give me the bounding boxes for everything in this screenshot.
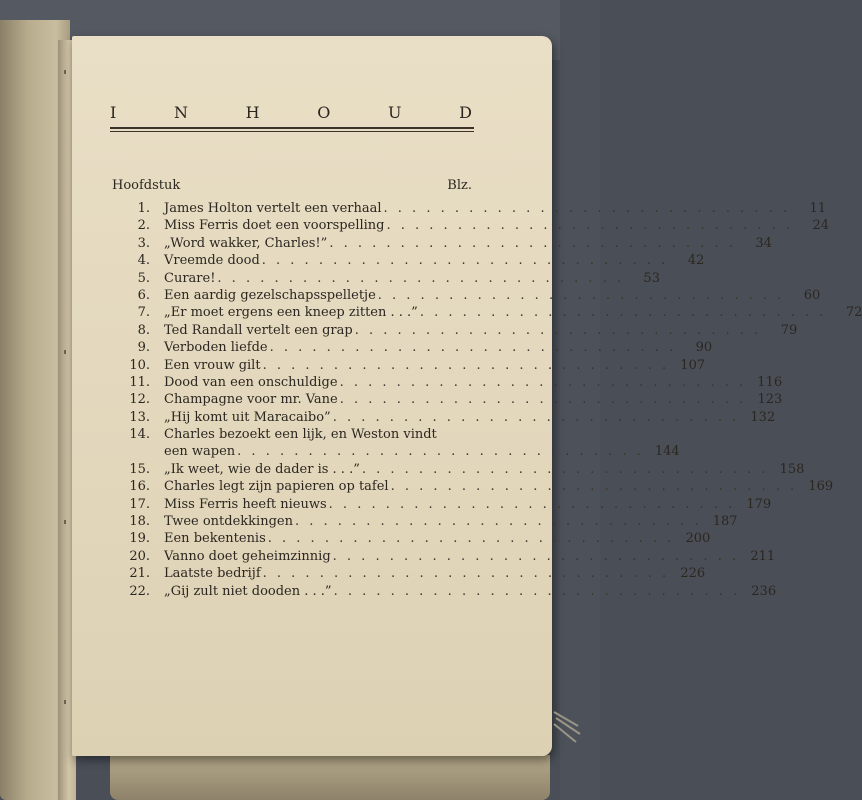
chapter-title: „Er moet ergens een kneep zitten . . .”: [164, 305, 418, 321]
chapter-title-continued: een wapen: [164, 444, 236, 460]
toc-entry: [112, 565, 706, 582]
toc-entry: [112, 461, 805, 478]
chapter-number: 10.: [129, 357, 150, 373]
chapter-title: Champagne voor mr. Vane: [164, 392, 338, 408]
chapter-entry: [164, 200, 792, 217]
toc-entry: [112, 530, 711, 547]
leader-dots: . . . . . . . . . . . . . . . . . . . . . . . . . . . . .: [390, 479, 798, 495]
page-number: 187: [712, 514, 738, 530]
chapter-number: 21.: [129, 566, 150, 582]
page-number: 200: [685, 531, 711, 547]
leader-dots: . . . . . . . . . . . . . . . . . . . . . . . . . . . . .: [261, 253, 669, 269]
binding-stitch: [64, 520, 66, 524]
chapter-number: 17.: [129, 496, 150, 512]
chapter-title: Een vrouw gilt: [164, 357, 261, 373]
chapter-number: 16.: [129, 479, 150, 495]
toc-entry: [112, 322, 798, 339]
chapter-title: Charles legt zijn papieren op tafel: [164, 479, 389, 495]
chapter-column-label: Hoofdstuk: [112, 178, 181, 193]
chapter-number: 14.: [129, 427, 150, 443]
page-stack-edge: [110, 755, 550, 800]
chapter-entry: [164, 287, 786, 304]
toc-entry: [112, 287, 821, 304]
chapter-entry: [164, 583, 742, 600]
chapter-title: Vanno doet geheimzinnig: [164, 548, 331, 564]
chapter-number: 15.: [129, 461, 150, 477]
chapter-title: Dood van een onschuldige: [164, 374, 338, 390]
chapter-number: 13.: [129, 409, 150, 425]
page-column-label: Blz.: [447, 178, 472, 193]
page-number: 79: [780, 322, 798, 338]
chapter-title: Miss Ferris heeft nieuws: [164, 496, 327, 512]
leader-dots: . . . . . . . . . . . . . . . . . . . . . . . . . . . . .: [354, 322, 762, 338]
chapter-title: Vreemde dood: [164, 253, 260, 269]
toc-entry: [112, 200, 827, 217]
chapter-entry: [164, 409, 741, 426]
leader-dots: . . . . . . . . . . . . . . . . . . . . . . . . . . . . .: [332, 409, 740, 425]
page-number: 123: [757, 392, 783, 408]
binding-stitch: [64, 700, 66, 704]
chapter-entry: [164, 357, 671, 374]
chapter-entry: [164, 322, 763, 339]
page-number: 211: [750, 548, 776, 564]
chapter-title: Curare!: [164, 270, 216, 286]
chapter-entry: [164, 548, 741, 565]
leader-dots: . . . . . . . . . . . . . . . . . . . . . . . . . . . . .: [269, 340, 677, 356]
chapter-title: Charles bezoekt een lijk, en Weston vindt: [164, 427, 437, 443]
leader-dots: . . . . . . . . . . . . . . . . . . . . . . . . . . . . .: [262, 566, 670, 582]
page-number: 72: [845, 305, 862, 321]
toc-entry: [112, 339, 713, 356]
chapter-number: 6.: [137, 287, 150, 303]
toc-entry: [112, 252, 705, 269]
chapter-number: 4.: [137, 253, 150, 269]
leader-dots: . . . . . . . . . . . . . . . . . . . . . . . . . . . . .: [339, 392, 747, 408]
chapter-title: Miss Ferris doet een voorspelling: [164, 218, 385, 234]
chapter-title: Ted Randall vertelt een grap: [164, 322, 353, 338]
leader-dots: . . . . . . . . . . . . . . . . . . . . . . . . . . . . .: [267, 531, 675, 547]
page-number: 226: [680, 566, 706, 582]
title-letter: D: [459, 102, 472, 122]
leader-dots: . . . . . . . . . . . . . . . . . . . . . . . . . . . . .: [329, 235, 736, 251]
page-number: 236: [751, 583, 777, 599]
page-number: 34: [755, 235, 772, 251]
toc-entry: [112, 357, 706, 374]
chapter-number: 9.: [137, 340, 150, 356]
chapter-entry: [164, 391, 748, 408]
toc-entry: [112, 513, 738, 530]
title-letter: H: [245, 102, 260, 122]
page-number: 42: [687, 253, 705, 269]
toc-entry: [112, 217, 830, 234]
page-number: 24: [812, 218, 830, 234]
chapter-number: 8.: [137, 322, 150, 338]
toc-entry: [112, 391, 783, 408]
leader-dots: . . . . . . . . . . . . . . . . . . . . . . . . . . . . .: [339, 374, 747, 390]
leader-dots: . . . . . . . . . . . . . . . . . . . . . . . . . . . . .: [377, 287, 785, 303]
leader-dots: . . . . . . . . . . . . . . . . . . . . . . . . . . . . .: [386, 218, 794, 234]
chapter-entry: [164, 304, 828, 321]
toc-entry: [112, 374, 783, 391]
chapter-number: 7.: [137, 305, 150, 321]
title-letter: N: [173, 102, 188, 122]
page-title: [110, 100, 472, 124]
chapter-title: Een bekentenis: [164, 531, 266, 547]
chapter-number: 3.: [137, 235, 150, 251]
chapter-number: 2.: [137, 218, 150, 234]
leader-dots: . . . . . . . . . . . . . . . . . . . . . . . . . . . . .: [419, 305, 827, 321]
leader-dots: . . . . . . . . . . . . . . . . . . . . . . . . . . . . .: [328, 496, 736, 512]
chapter-title: „Word wakker, Charles!”: [164, 235, 328, 251]
chapter-entry: [164, 461, 770, 478]
chapter-number: 19.: [129, 531, 150, 547]
chapter-title: Laatste bedrijf: [164, 566, 261, 582]
chapter-entry: [164, 478, 799, 495]
chapter-number: 20.: [129, 548, 150, 564]
title-letter: I: [110, 102, 117, 122]
page-number: 11: [809, 201, 827, 216]
chapter-entry: [164, 252, 670, 269]
chapter-entry: [164, 270, 626, 287]
leader-dots: . . . . . . . . . . . . . . . . . . . . . . . . . . . . .: [237, 444, 644, 460]
toc-entry: [112, 496, 772, 513]
chapter-entry: [164, 565, 671, 582]
chapter-entry: [164, 513, 704, 530]
leader-dots: . . . . . . . . . . . . . . . . . . . . . . . . . . . . .: [217, 270, 624, 286]
page-number: 53: [643, 270, 660, 286]
toc-entry: [112, 304, 862, 321]
page-number: 132: [750, 409, 776, 425]
page-number: 169: [808, 479, 834, 495]
chapter-entry: [164, 339, 678, 356]
binding-stitch: [64, 70, 66, 74]
chapter-entry: [164, 530, 676, 547]
chapter-number: 1.: [137, 201, 150, 216]
toc-entry: [112, 478, 834, 495]
title-rule-thin: [110, 131, 474, 132]
leader-dots: . . . . . . . . . . . . . . . . . . . . . . . . . . . . .: [294, 514, 702, 530]
page-number: 158: [779, 461, 805, 477]
leader-dots: . . . . . . . . . . . . . . . . . . . . . . . . . . . . .: [332, 548, 740, 564]
title-letter: O: [317, 102, 331, 122]
toc-entry: [112, 548, 776, 565]
binding-stitch: [64, 350, 66, 354]
title-rule: [110, 127, 474, 129]
chapter-title: „Ik weet, wie de dader is . . .”: [164, 461, 360, 477]
chapter-number: 5.: [137, 270, 150, 286]
chapter-title: „Gij zult niet dooden . . .”: [164, 583, 332, 599]
toc-header: [112, 178, 472, 196]
toc-entry: [112, 270, 660, 287]
bookmark-ribbon-icon: [552, 708, 582, 748]
chapter-entry: [164, 217, 795, 234]
chapter-number: 22.: [129, 583, 150, 599]
toc-entry: [112, 426, 680, 461]
title-letter: U: [388, 102, 402, 122]
leader-dots: . . . . . . . . . . . . . . . . . . . . . . . . . . . . .: [262, 357, 670, 373]
page-number: 107: [680, 357, 706, 373]
chapter-entry: [164, 235, 738, 252]
page-number: 116: [757, 374, 783, 390]
page-number: 144: [654, 444, 680, 460]
page-number: 179: [746, 496, 772, 512]
toc-entry: [112, 235, 772, 252]
leader-dots: . . . . . . . . . . . . . . . . . . . . . . . . . . . . .: [383, 201, 791, 216]
page-number: 90: [695, 340, 713, 356]
page-number: 60: [803, 287, 821, 303]
chapter-title: Twee ontdekkingen: [164, 514, 293, 530]
chapter-number: 11.: [129, 374, 150, 390]
chapter-entry: [164, 374, 748, 391]
chapter-entry: [164, 496, 737, 513]
chapter-number: 18.: [129, 514, 150, 530]
toc-entry: [112, 409, 776, 426]
chapter-entry: [164, 426, 646, 461]
table-of-contents: [112, 200, 862, 600]
chapter-title: „Hij komt uit Maracaibo”: [164, 409, 331, 425]
chapter-title: Verboden liefde: [164, 340, 268, 356]
chapter-title: Een aardig gezelschapsspelletje: [164, 287, 376, 303]
leader-dots: . . . . . . . . . . . . . . . . . . . . . . . . . . . . .: [333, 583, 741, 599]
leader-dots: . . . . . . . . . . . . . . . . . . . . . . . . . . . . .: [361, 461, 769, 477]
toc-entry: [112, 583, 777, 600]
chapter-title: James Holton vertelt een verhaal: [164, 201, 382, 216]
chapter-number: 12.: [129, 392, 150, 408]
